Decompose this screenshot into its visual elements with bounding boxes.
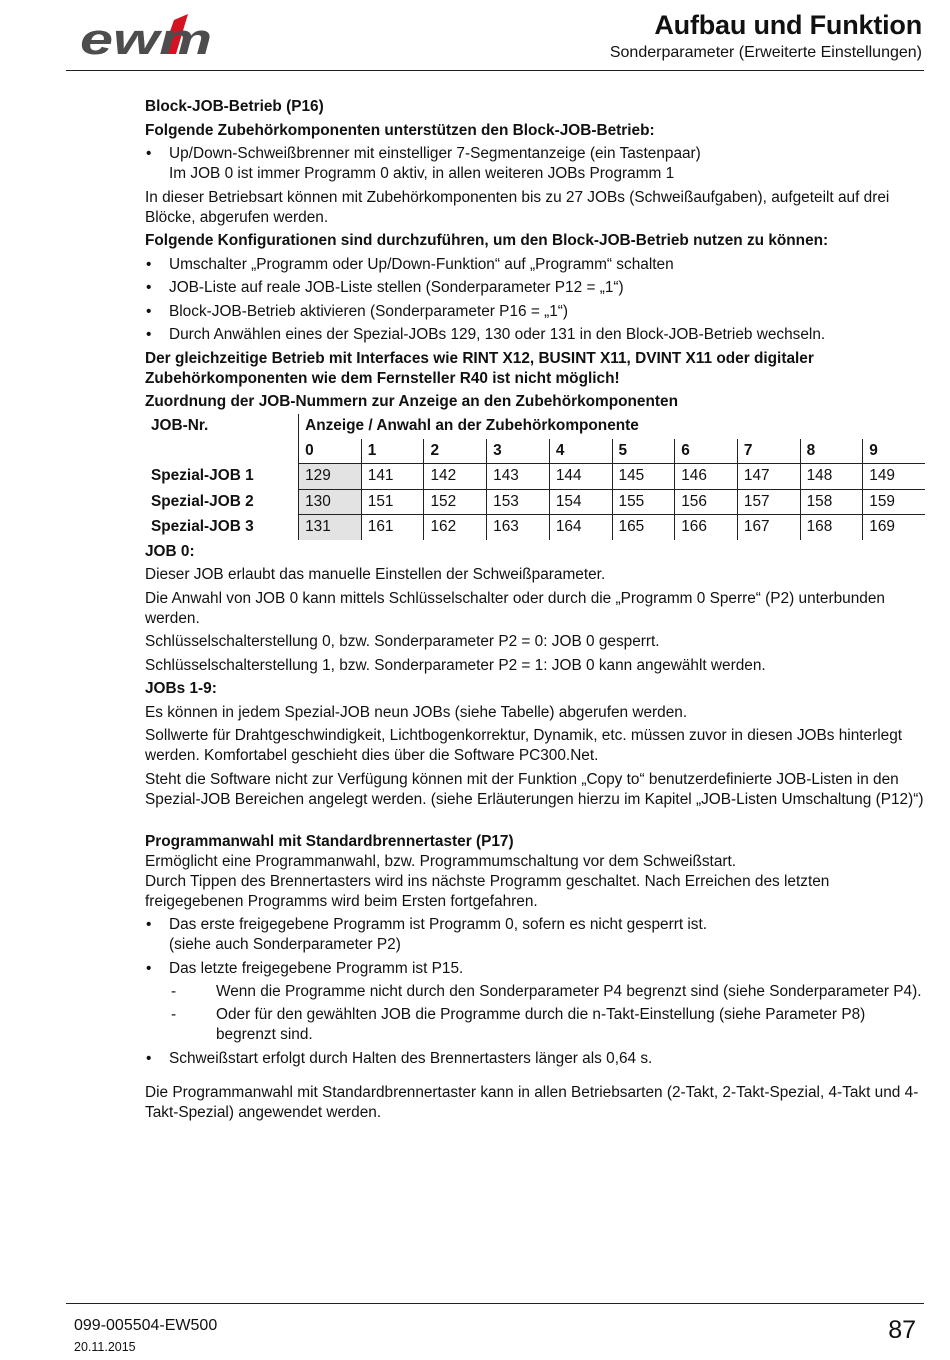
list-item bbox=[145, 959, 925, 1046]
program-select-closing: Die Programmanwahl mit Standardbrennertaster kann in allen Betriebsarten (2-Takt, 2-Takt-Spezial, 4-Takt und 4-Takt-Spezial) angewendet werden. bbox=[145, 1083, 919, 1121]
column-header: 2 bbox=[424, 439, 487, 464]
accessory-item: • Up/Down-Schweißbrenner mit einstelliger 7-Segmentanzeige (ein Tastenpaar) bbox=[169, 145, 701, 162]
list-item-note: (siehe auch Sonderparameter P2) bbox=[169, 936, 401, 953]
logo-wordmark: ewm bbox=[80, 15, 212, 58]
table-row bbox=[145, 515, 925, 540]
table-cell: 149 bbox=[863, 464, 925, 490]
row-label: Spezial-JOB 2 bbox=[151, 492, 254, 510]
header-divider bbox=[66, 70, 924, 71]
sub-list bbox=[169, 982, 925, 1046]
table-cell: 144 bbox=[549, 464, 612, 490]
table-cell: 162 bbox=[424, 515, 487, 540]
table-row bbox=[145, 489, 925, 515]
table-cell: 155 bbox=[612, 489, 675, 515]
table-cell: 147 bbox=[737, 464, 800, 490]
table-cell: 142 bbox=[424, 464, 487, 490]
accessory-heading: Folgende Zubehörkomponenten unterstützen den Block-JOB-Betrieb: bbox=[145, 121, 655, 139]
table-row bbox=[145, 464, 925, 490]
table-cell: 159 bbox=[863, 489, 925, 515]
table-cell: 163 bbox=[487, 515, 550, 540]
column-header: 9 bbox=[863, 439, 925, 464]
job-table bbox=[145, 414, 925, 540]
table-header-row bbox=[145, 414, 925, 439]
intro-paragraph: In dieser Betriebsart können mit Zubehörkomponenten bis zu 27 JOBs (Schweißaufgaben), aufgeteilt auf drei Blöcke, abgerufen werden. bbox=[145, 188, 890, 226]
page-title: Aufbau und Funktion bbox=[654, 10, 922, 40]
column-header: 0 bbox=[299, 439, 362, 464]
document-date: 20.11.2015 bbox=[74, 1340, 136, 1354]
table-cell: 130 bbox=[299, 489, 362, 515]
empty-cell bbox=[145, 439, 299, 464]
job0-paragraph: Die Anwahl von JOB 0 kann mittels Schlüsselschalter oder durch die „Programm 0 Sperre“ (P2) unterbunden werden. bbox=[145, 589, 885, 627]
table-cell: 141 bbox=[361, 464, 424, 490]
list-item: • JOB-Liste auf reale JOB-Liste stellen (Sonderparameter P12 = „1“) bbox=[145, 278, 925, 298]
table-cell: 157 bbox=[737, 489, 800, 515]
program-select-section bbox=[145, 832, 925, 1123]
program-select-line: Ermöglicht eine Programmanwahl, bzw. Programmumschaltung vor dem Schweißstart. bbox=[145, 852, 737, 870]
main-content bbox=[145, 97, 925, 1126]
jobs19-paragraph: Steht die Software nicht zur Verfügung können mit der Funktion „Copy to“ benutzerdefinierte JOB-Listen in den Spezial-JOB Bereichen angelegt werden. (siehe Erläuterungen hierzu im Kapitel „JOB-Listen Umschaltung (P12)“) bbox=[145, 770, 924, 808]
list-item-text: • Das erste freigegebene Programm ist Programm 0, sofern es nicht gesperrt ist. bbox=[169, 916, 708, 933]
job0-heading: JOB 0: bbox=[145, 542, 195, 560]
config-heading: Folgende Konfigurationen sind durchzuführen, um den Block-JOB-Betrieb nutzen zu können: bbox=[145, 232, 829, 249]
jobs19-heading: JOBs 1-9: bbox=[145, 680, 217, 697]
list-item bbox=[145, 915, 925, 955]
accessory-list bbox=[145, 144, 925, 184]
page-number: 87 bbox=[888, 1316, 916, 1344]
column-header: 4 bbox=[549, 439, 612, 464]
jobs19-paragraph: Sollwerte für Drahtgeschwindigkeit, Lichtbogenkorrektur, Dynamik, etc. müssen zuvor in diesen JOBs hinterlegt werden. Komfortabel geschieht dies über die Software PC300.Net. bbox=[145, 727, 903, 764]
table-cell: 165 bbox=[612, 515, 675, 540]
table-cell: 143 bbox=[487, 464, 550, 490]
list-item-text: • Das letzte freigegebene Programm ist P15. bbox=[169, 959, 464, 977]
table-cell: 164 bbox=[549, 515, 612, 540]
job0-paragraph: Schlüsselschalterstellung 1, bzw. Sonderparameter P2 = 1: JOB 0 kann angewählt werden. bbox=[145, 656, 766, 674]
column-header: 1 bbox=[361, 439, 424, 464]
ewm-logo bbox=[80, 14, 214, 58]
job0-paragraph: Dieser JOB erlaubt das manuelle Einstellen der Schweißparameter. bbox=[145, 566, 606, 583]
table-cell: 168 bbox=[800, 515, 863, 540]
list-item bbox=[145, 144, 925, 184]
table-cell: 166 bbox=[675, 515, 738, 540]
table-cell: 161 bbox=[361, 515, 424, 540]
corner-label: JOB-Nr. bbox=[151, 417, 209, 435]
page-subtitle: Sonderparameter (Erweiterte Einstellungen) bbox=[609, 44, 922, 61]
column-header: 7 bbox=[737, 439, 800, 464]
column-header: 5 bbox=[612, 439, 675, 464]
table-cell: 156 bbox=[675, 489, 738, 515]
row-label: Spezial-JOB 1 bbox=[151, 467, 254, 485]
table-cell: 131 bbox=[299, 515, 362, 540]
footer-divider bbox=[66, 1303, 924, 1304]
column-header: 8 bbox=[800, 439, 863, 464]
block-job-heading: Block-JOB-Betrieb (P16) bbox=[145, 98, 324, 115]
table-heading: Zuordnung der JOB-Nummern zur Anzeige an den Zubehörkomponenten bbox=[145, 393, 678, 410]
table-cell: 148 bbox=[800, 464, 863, 490]
sub-list-item: - Wenn die Programme nicht durch den Sonderparameter P4 begrenzt sind (siehe Sonderparameter P4). bbox=[169, 982, 925, 1002]
table-cell: 153 bbox=[487, 489, 550, 515]
accessory-note: Im JOB 0 ist immer Programm 0 aktiv, in allen weiteren JOBs Programm 1 bbox=[169, 165, 675, 182]
list-item: • Umschalter „Programm oder Up/Down-Funktion“ auf „Programm“ schalten bbox=[145, 255, 925, 275]
list-item: • Schweißstart erfolgt durch Halten des Brennertasters länger als 0,64 s. bbox=[145, 1049, 925, 1069]
table-cell: 152 bbox=[424, 489, 487, 515]
list-item: • Durch Anwählen eines der Spezial-JOBs 129, 130 oder 131 in den Block-JOB-Betrieb wechseln. bbox=[145, 325, 925, 345]
table-cell: 154 bbox=[549, 489, 612, 515]
list-item: • Block-JOB-Betrieb aktivieren (Sonderparameter P16 = „1“) bbox=[145, 302, 925, 322]
warning-note: Der gleichzeitige Betrieb mit Interfaces wie RINT X12, BUSINT X11, DVINT X11 oder digitaler Zubehörkomponenten wie dem Fernsteller R40 ist nicht möglich! bbox=[145, 349, 814, 387]
program-select-heading: Programmanwahl mit Standardbrennertaster (P17) bbox=[145, 832, 514, 850]
config-list bbox=[145, 255, 925, 346]
column-header: 3 bbox=[487, 439, 550, 464]
table-cell: 151 bbox=[361, 489, 424, 515]
table-cell: 145 bbox=[612, 464, 675, 490]
table-cell: 167 bbox=[737, 515, 800, 540]
document-number: 099-005504-EW500 bbox=[74, 1317, 218, 1334]
job0-paragraph: Schlüsselschalterstellung 0, bzw. Sonderparameter P2 = 0: JOB 0 gesperrt. bbox=[145, 633, 660, 650]
program-select-list bbox=[145, 915, 925, 1069]
table-cell: 129 bbox=[299, 464, 362, 490]
sub-list-item: - Oder für den gewählten JOB die Programme durch die n-Takt-Einstellung (siehe Parameter P8) begrenzt sind. bbox=[169, 1005, 925, 1045]
jobs19-paragraph: Es können in jedem Spezial-JOB neun JOBs (siehe Tabelle) abgerufen werden. bbox=[145, 703, 688, 721]
table-cell: 169 bbox=[863, 515, 925, 540]
table-cell: 146 bbox=[675, 464, 738, 490]
program-select-line: Durch Tippen des Brennertasters wird ins nächste Programm geschaltet. Nach Erreichen des letzten freigegebenen Programms wird beim Ersten fortgefahren. bbox=[145, 872, 830, 910]
column-header: 6 bbox=[675, 439, 738, 464]
row-label: Spezial-JOB 3 bbox=[151, 518, 254, 535]
table-column-row bbox=[145, 439, 925, 464]
group-label: Anzeige / Anwahl an der Zubehörkomponente bbox=[299, 414, 925, 439]
table-cell: 158 bbox=[800, 489, 863, 515]
